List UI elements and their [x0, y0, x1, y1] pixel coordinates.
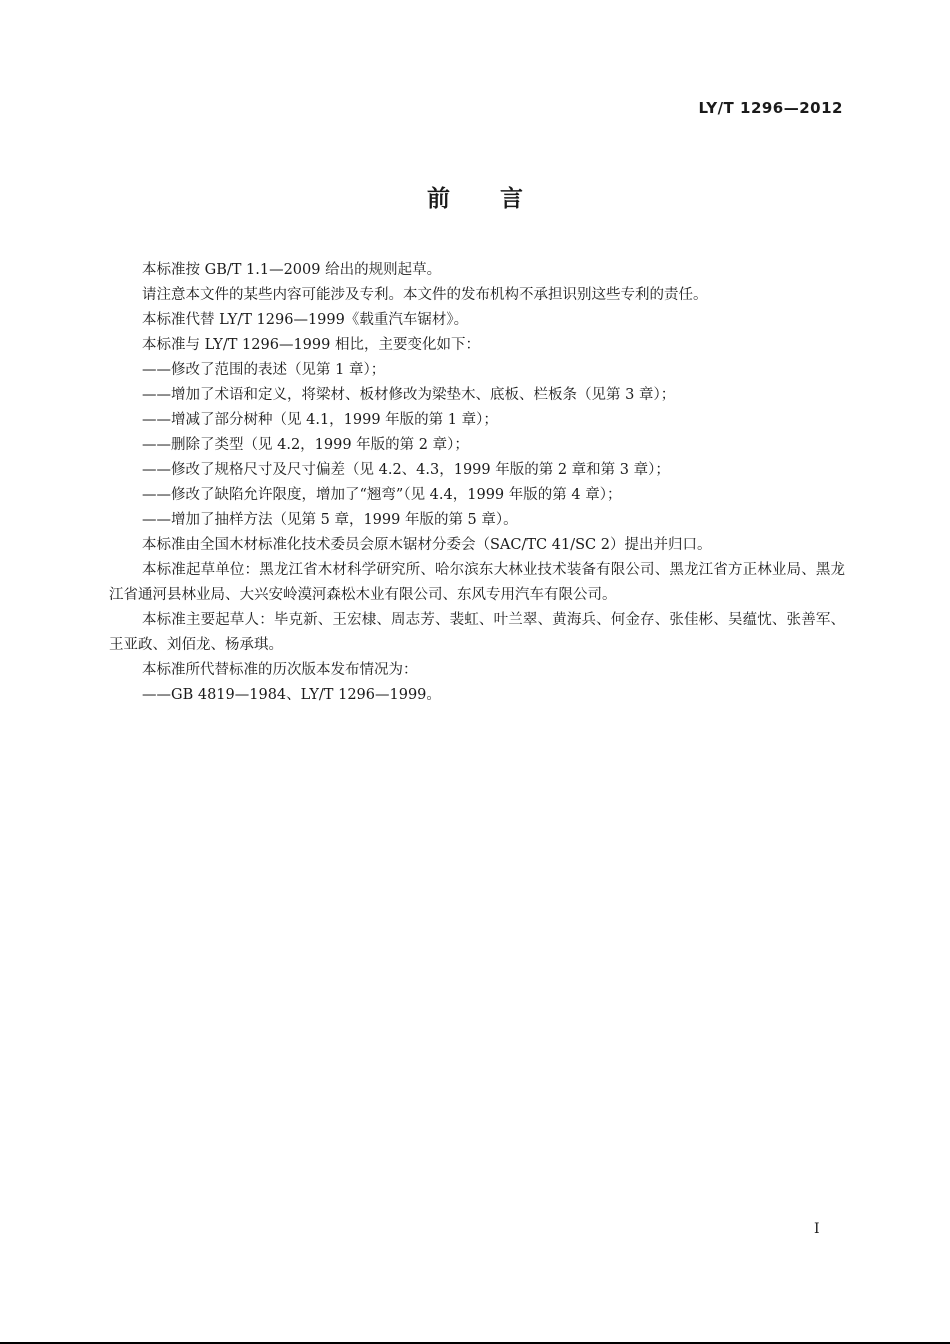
title-char-1: 前 [427, 186, 450, 212]
change-item: ——修改了缺陷允许限度，增加了“翘弯”（见 4.4，1999 年版的第 4 章）； [142, 487, 622, 503]
change-item: ——删除了类型（见 4.2，1999 年版的第 2 章）； [142, 437, 469, 453]
paragraph-replaces: 本标准代替 LY/T 1296—1999《载重汽车锯材》。 [142, 312, 469, 328]
title-char-2: 言 [500, 186, 523, 212]
paragraph-drafting-rules: 本标准按 GB/T 1.1—2009 给出的规则起草。 [142, 262, 442, 278]
paragraph-patent-notice: 请注意本文件的某些内容可能涉及专利。本文件的发布机构不承担识别这些专利的责任。 [142, 287, 708, 303]
foreword-body [109, 258, 845, 708]
paragraph-drafters: 本标准主要起草人：毕克新、王宏棣、周志芳、裴虹、叶兰翠、黄海兵、何金存、张佳彬、吴蕴忱、张善军、王亚政、刘佰龙、杨承琪。 [109, 612, 845, 653]
change-item: ——修改了规格尺寸及尺寸偏差（见 4.2、4.3，1999 年版的第 2 章和第 3 章）； [142, 462, 670, 478]
page-title [0, 180, 950, 213]
standard-code: LY/T 1296—2012 [698, 99, 843, 117]
paragraph-proposer: 本标准由全国木材标准化技术委员会原木锯材分委会（SAC/TC 41/SC 2）提出并归口。 [142, 537, 712, 553]
change-item: ——增加了抽样方法（见第 5 章，1999 年版的第 5 章）。 [142, 512, 518, 528]
paragraph-history-intro: 本标准所代替标准的历次版本发布情况为： [142, 662, 418, 678]
history-item: ——GB 4819—1984、LY/T 1296—1999。 [142, 687, 441, 703]
page-number: I [814, 1221, 820, 1237]
change-item: ——修改了范围的表述（见第 1 章）； [142, 362, 386, 378]
paragraph-drafting-units: 本标准起草单位：黑龙江省木材科学研究所、哈尔滨东大林业技术装备有限公司、黑龙江省方正林业局、黑龙江省通河县林业局、大兴安岭漠河森松木业有限公司、东风专用汽车有限公司。 [109, 562, 845, 603]
change-item: ——增减了部分树种（见 4.1，1999 年版的第 1 章）； [142, 412, 498, 428]
paragraph-changes-intro: 本标准与 LY/T 1296—1999 相比，主要变化如下： [142, 337, 480, 353]
change-item: ——增加了术语和定义，将梁材、板材修改为梁垫木、底板、栏板条（见第 3 章）； [142, 387, 676, 403]
